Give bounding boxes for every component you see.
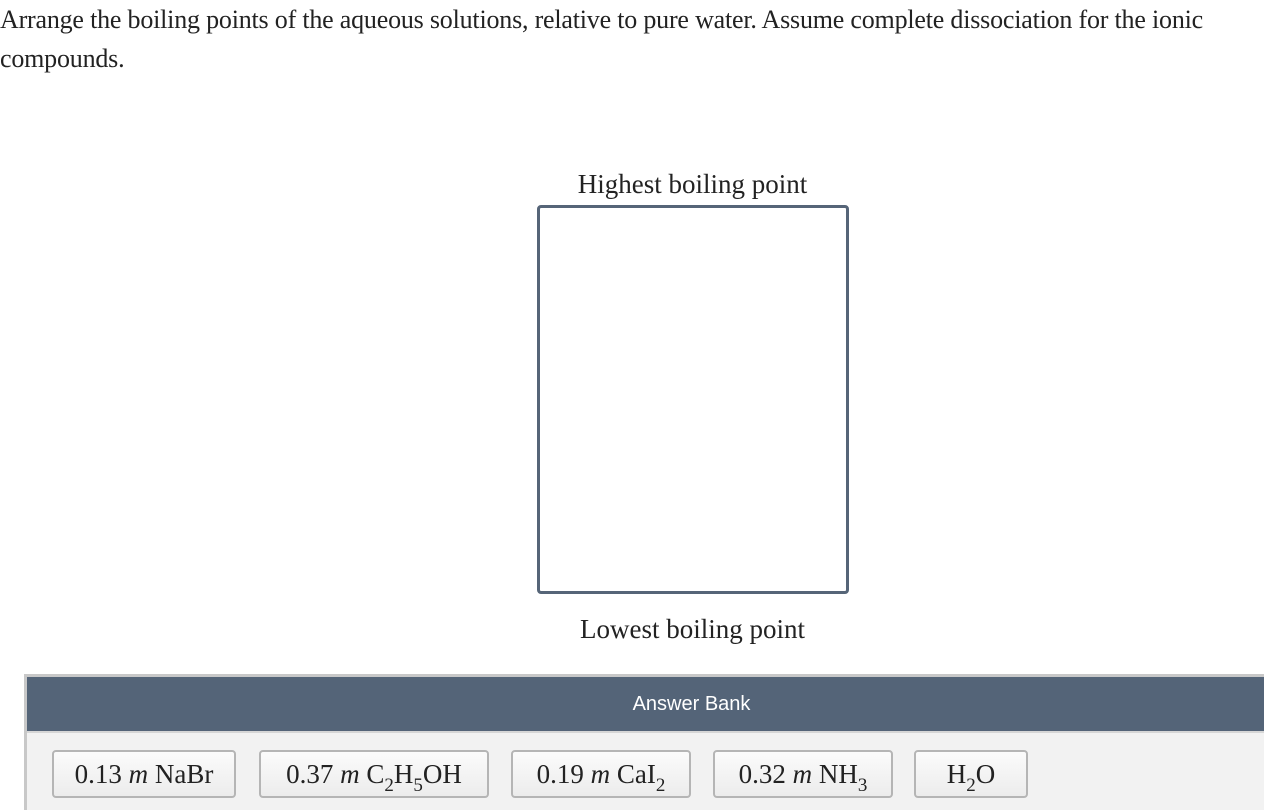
chip-formula: $C_2H_5OH$	[366, 759, 462, 796]
answer-bank-body	[27, 731, 1264, 810]
chip-unit: m	[340, 759, 360, 789]
answer-chip-nh3[interactable]	[713, 750, 893, 798]
chip-molality: 0.13	[74, 759, 122, 789]
answer-chip-h2o[interactable]	[914, 750, 1028, 798]
answer-bank-title: Answer Bank	[632, 693, 751, 715]
answer-chip-ethanol[interactable]	[259, 750, 489, 798]
chip-unit: m	[590, 759, 611, 789]
chip-unit: m	[128, 759, 149, 789]
answer-chip-cai2[interactable]	[511, 750, 691, 798]
chip-formula: $H_2O$	[946, 759, 996, 796]
chip-molality: 0.37	[286, 759, 334, 789]
chip-unit: m	[792, 759, 813, 789]
question-text: Arrange the boiling points of the aqueous solutions, relative to pure water. Assume complete dissociation for the ionic compounds.	[0, 5, 1203, 73]
answer-chip-nabr[interactable]	[52, 750, 236, 798]
lowest-boiling-point-label: Lowest boiling point	[580, 614, 805, 644]
chip-molality: 0.19	[536, 759, 584, 789]
chip-formula: NaBr	[154, 759, 214, 789]
answer-bank-header	[27, 677, 1264, 731]
highest-boiling-point-label: Highest boiling point	[577, 169, 808, 199]
chip-formula: $NH_3$	[818, 759, 868, 796]
answer-bank	[24, 674, 1264, 810]
chip-molality: 0.32	[738, 759, 786, 789]
ranking-drop-zone[interactable]	[537, 205, 849, 594]
chip-formula: CaI$_2$	[616, 759, 666, 796]
